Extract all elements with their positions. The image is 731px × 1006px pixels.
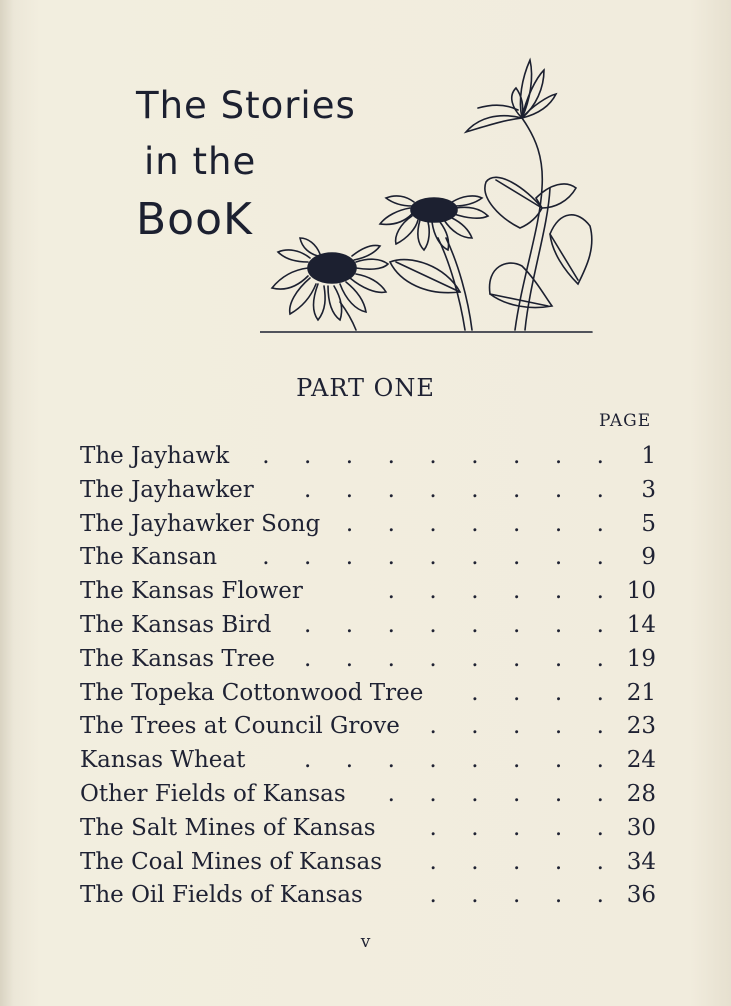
toc-entry-title: The Topeka Cottonwood Tree: [80, 679, 424, 706]
toc-leader-dots: . . . . . . . .: [304, 611, 604, 638]
toc-entry-page: 34: [626, 848, 656, 875]
large-sunflower: [272, 238, 388, 320]
toc-entry-page: 5: [641, 510, 656, 537]
toc-entry: [80, 475, 660, 509]
toc-entry-title: The Kansan: [80, 544, 218, 571]
toc-leader-dots: . . . . . . . .: [304, 747, 604, 774]
toc-leader-dots: . . . . . . . .: [304, 645, 604, 672]
toc-entry: [80, 542, 660, 576]
toc-entry: [80, 576, 660, 610]
toc-entry-title: The Jayhawker Song: [80, 510, 321, 537]
page-folio: v: [360, 932, 371, 952]
toc-entry: [80, 745, 660, 779]
toc-entry-page: 21: [626, 679, 656, 706]
heading-line-2: in the: [144, 140, 257, 183]
toc-entry-page: 3: [641, 476, 656, 503]
toc-entry-title: The Kansas Tree: [80, 645, 275, 672]
toc-leader-dots: . . . . . . . . .: [250, 443, 604, 469]
toc-entry: [80, 813, 660, 847]
toc-entry-page: 30: [626, 814, 656, 841]
toc-entry-page: 23: [626, 713, 656, 740]
toc-leader-dots: . . . . . . .: [334, 510, 604, 537]
middle-stem-edge: [446, 238, 472, 330]
toc-entry-title: The Kansas Flower: [80, 578, 303, 605]
toc-entry: [80, 880, 660, 914]
toc-entry: [80, 441, 660, 475]
toc-leader-dots: . . . . . .: [387, 578, 604, 605]
toc-entry-title: The Oil Fields of Kansas: [80, 882, 363, 909]
toc-leader-dots: . . . .: [471, 679, 604, 706]
middle-sunflower: [380, 196, 488, 250]
toc-entry-page: 28: [626, 780, 656, 807]
toc-entry: [80, 610, 660, 644]
leaves: [390, 177, 592, 307]
toc-leader-dots: . . . . .: [429, 713, 604, 740]
toc-entry-title: The Kansas Bird: [80, 611, 272, 638]
toc-entry-title: The Coal Mines of Kansas: [80, 848, 383, 875]
toc-leader-dots: . . . . . . . . .: [262, 544, 604, 571]
table-of-contents: [80, 441, 660, 914]
toc-entry-title: Other Fields of Kansas: [80, 780, 346, 807]
toc-entry: [80, 509, 660, 543]
toc-entry: [80, 644, 660, 678]
heading-line-1: The Stories: [136, 84, 356, 127]
sunflowers-illustration: [260, 48, 600, 340]
toc-entry: [80, 847, 660, 881]
bud-flower: [466, 60, 556, 132]
toc-entry-title: The Jayhawk: [80, 443, 230, 469]
toc-entry-page: 14: [626, 611, 656, 638]
toc-entry-page: 36: [626, 882, 656, 909]
toc-entry-title: The Trees at Council Grove: [80, 713, 400, 740]
toc-entry-title: Kansas Wheat: [80, 747, 246, 774]
heading-line-3: BooK: [136, 194, 253, 245]
toc-leader-dots: . . . . . . . .: [304, 476, 604, 503]
toc-entry-title: The Salt Mines of Kansas: [80, 814, 376, 841]
toc-leader-dots: . . . . . .: [387, 780, 604, 807]
toc-leader-dots: . . . . .: [429, 814, 604, 841]
toc-entry: [80, 711, 660, 745]
toc-entry-page: 24: [626, 747, 656, 774]
toc-entry: [80, 779, 660, 813]
toc-entry-page: 1: [641, 443, 656, 469]
page-column-header: PAGE: [599, 411, 652, 431]
toc-entry-page: 19: [626, 645, 656, 672]
toc-leader-dots: . . . . .: [429, 848, 604, 875]
toc-entry-title: The Jayhawker: [80, 476, 254, 503]
toc-entry: [80, 678, 660, 712]
toc-entry-page: 10: [626, 578, 656, 605]
toc-entry-page: 9: [641, 544, 656, 571]
part-title: PART ONE: [296, 374, 435, 402]
toc-leader-dots: . . . . .: [429, 882, 604, 909]
